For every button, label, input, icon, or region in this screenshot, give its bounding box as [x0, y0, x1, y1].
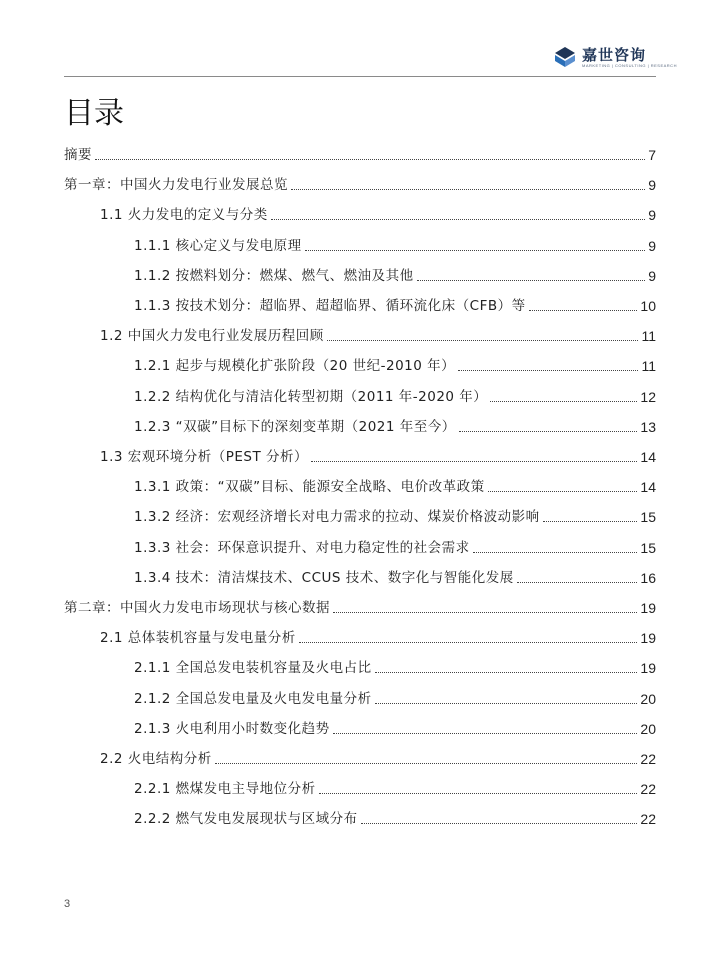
toc-dot-leader	[473, 552, 638, 553]
toc-entry-title: 2.2 火电结构分析	[100, 751, 212, 767]
toc-dot-leader	[319, 793, 638, 794]
toc-entry[interactable]	[134, 536, 656, 558]
toc-entry-title: 第二章：中国火力发电市场现状与核心数据	[64, 600, 330, 616]
toc-dot-leader	[488, 491, 638, 492]
toc-entry-page: 14	[640, 449, 656, 465]
toc-entry-title: 第一章：中国火力发电行业发展总览	[64, 177, 288, 194]
toc-entry-title: 2.1.1 全国总发电装机容量及火电占比	[134, 660, 372, 677]
toc-dot-leader	[215, 763, 638, 764]
toc-entry[interactable]	[134, 475, 656, 497]
toc-entry-title: 1.1 火力发电的定义与分类	[100, 207, 268, 224]
toc-dot-leader	[490, 401, 637, 402]
toc-entry[interactable]	[100, 747, 656, 769]
toc-entry[interactable]	[134, 264, 656, 286]
toc-dot-leader	[529, 310, 638, 311]
toc-entry-page: 22	[640, 751, 656, 767]
toc-entry[interactable]	[134, 234, 656, 256]
toc-entry[interactable]	[100, 445, 656, 467]
toc-dot-leader	[361, 823, 638, 824]
toc-entry-title: 2.1.3 火电利用小时数变化趋势	[134, 720, 330, 737]
toc-entry-page: 19	[640, 600, 656, 616]
toc-dot-leader	[299, 642, 638, 643]
toc-entry-title: 1.3.2 经济：宏观经济增长对电力需求的拉动、煤炭价格波动影响	[134, 509, 540, 526]
toc-entry-title: 1.2 中国火力发电行业发展历程回顾	[100, 328, 324, 345]
toc-entry-page: 9	[648, 207, 656, 224]
toc-dot-leader	[375, 703, 638, 704]
toc-entry[interactable]	[134, 385, 656, 407]
toc-dot-leader	[291, 189, 645, 190]
toc-entry-title: 2.1 总体装机容量与发电量分析	[100, 630, 296, 647]
toc-entry-page: 9	[648, 237, 656, 254]
toc-dot-leader	[417, 280, 646, 281]
toc-entry-page: 22	[640, 781, 656, 798]
page-header	[0, 0, 720, 80]
toc-entry-page: 20	[640, 690, 656, 707]
toc-entry[interactable]	[134, 656, 656, 678]
toc-entry[interactable]	[100, 324, 656, 346]
toc-entry[interactable]	[134, 807, 656, 829]
toc-entry-page: 14	[640, 479, 656, 496]
toc-entry[interactable]	[134, 294, 656, 316]
toc-entry-page: 9	[648, 267, 656, 284]
toc-entry-page: 20	[640, 720, 656, 737]
toc-entry-page: 19	[640, 660, 656, 677]
toc-entry-page: 13	[640, 418, 656, 435]
toc-entry-title: 1.3.1 政策：“双碳”目标、能源安全战略、电价改革政策	[134, 479, 485, 496]
toc-entry-title: 摘要	[64, 147, 92, 163]
toc-entry-title: 1.2.3 “双碳”目标下的深刻变革期（2021 年至今）	[134, 418, 456, 435]
logo-mark-icon	[554, 46, 576, 68]
toc-entry-title: 1.2.2 结构优化与清洁化转型初期（2011 年-2020 年）	[134, 388, 488, 405]
toc-dot-leader	[333, 733, 638, 734]
toc-entry-title: 1.2.1 起步与规模化扩张阶段（20 世纪-2010 年）	[134, 358, 456, 375]
toc-entry-page: 11	[641, 328, 656, 345]
toc-entry[interactable]	[134, 505, 656, 527]
toc-entry[interactable]	[134, 687, 656, 709]
toc-entry[interactable]	[64, 173, 656, 195]
toc-entry[interactable]	[134, 415, 656, 437]
toc-entry-page: 16	[640, 569, 656, 586]
toc-dot-leader	[543, 521, 638, 522]
toc-entry-page: 11	[641, 358, 656, 375]
toc-dot-leader	[311, 461, 637, 462]
toc-entry[interactable]	[134, 354, 656, 376]
toc-dot-leader	[305, 250, 646, 251]
toc-entry-page: 15	[640, 509, 656, 526]
toc-entry-page: 15	[640, 539, 656, 556]
toc-entry-title: 1.1.3 按技术划分：超临界、超超临界、循环流化床（CFB）等	[134, 298, 526, 314]
toc-dot-leader	[95, 159, 645, 160]
toc-entry-page: 12	[640, 388, 656, 405]
toc-dot-leader	[375, 672, 638, 673]
toc-entry[interactable]	[64, 596, 656, 618]
toc-entry-title: 2.2.1 燃煤发电主导地位分析	[134, 781, 316, 798]
toc-entry[interactable]	[134, 717, 656, 739]
header-divider	[64, 76, 656, 77]
toc-entry-title: 1.3.4 技术：清洁煤技术、CCUS 技术、数字化与智能化发展	[134, 569, 514, 586]
toc-entry-page: 10	[640, 298, 656, 314]
toc-entry-page: 22	[640, 811, 656, 828]
toc-entry[interactable]	[100, 203, 656, 225]
toc-entry[interactable]	[134, 566, 656, 588]
toc-entry-page: 9	[648, 177, 656, 194]
toc-dot-leader	[459, 431, 638, 432]
logo-subtitle: MARKETING | CONSULTING | RESEARCH	[582, 63, 677, 68]
toc-entry-title: 1.3.3 社会：环保意识提升、对电力稳定性的社会需求	[134, 539, 470, 556]
toc-entry[interactable]	[134, 777, 656, 799]
toc-entry-title: 2.2.2 燃气发电发展现状与区域分布	[134, 811, 358, 828]
toc-entry-title: 1.3 宏观环境分析（PEST 分析）	[100, 449, 309, 465]
toc-entry[interactable]	[64, 143, 656, 165]
toc-entry-title: 1.1.2 按燃料划分：燃煤、燃气、燃油及其他	[134, 267, 414, 284]
toc-dot-leader	[271, 219, 645, 220]
toc-entry-title: 1.1.1 核心定义与发电原理	[134, 237, 302, 254]
page-title: 目录	[64, 96, 124, 131]
toc-entry[interactable]	[100, 626, 656, 648]
toc-dot-leader	[458, 370, 638, 371]
toc-dot-leader	[327, 340, 639, 341]
toc-entry-page: 7	[648, 147, 656, 163]
toc-dot-leader	[333, 612, 637, 613]
toc-dot-leader	[517, 582, 638, 583]
logo-name: 嘉世咨询	[582, 46, 647, 64]
toc-entry-page: 19	[640, 630, 656, 647]
toc-entry-title: 2.1.2 全国总发电量及火电发电量分析	[134, 690, 372, 707]
page-number: 3	[64, 898, 71, 910]
